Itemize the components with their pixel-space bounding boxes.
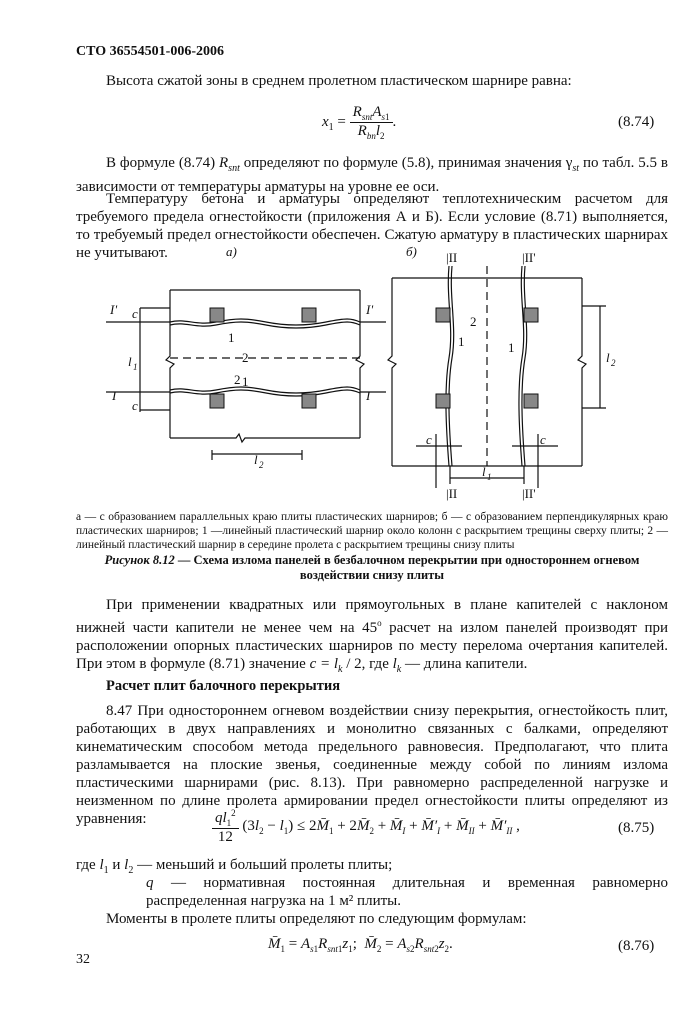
- svg-text:2: 2: [611, 358, 616, 368]
- column-a-4: [302, 394, 316, 408]
- panel-a-bottom-edge: [170, 434, 360, 442]
- definition-q: q — нормативная постоянная длительная и временная равномерно распределенная нагрузка на 1 м² плиты.: [146, 875, 668, 909]
- figure-label-a: а): [226, 244, 237, 259]
- svg-text:l: l: [128, 354, 132, 369]
- svg-text:1: 1: [458, 334, 465, 349]
- paragraph-moments: Моменты в пролете плиты определяют по следующим формулам:: [106, 911, 527, 927]
- svg-text:2: 2: [242, 350, 249, 365]
- panel-a-right-edge: [356, 290, 364, 438]
- section-title: Расчет плит балочного перекрытия: [106, 678, 341, 694]
- equation-number-8-75: (8.75): [618, 820, 655, 836]
- svg-text:|II': |II': [522, 486, 536, 501]
- column-b-3: [436, 394, 450, 408]
- svg-text:l: l: [606, 350, 610, 365]
- svg-text:|II: |II: [446, 250, 458, 265]
- column-a-2: [302, 308, 316, 322]
- svg-text:I': I': [110, 302, 118, 317]
- paragraph-8-74-explanation: В формуле (8.74) $R_{snt}$ определяют по формуле (5.8), принимая значения $\gamma_{st}$ по табл. 5.5 в зависимости от температуры арматуры на уровне ее оси.: [76, 155, 669, 195]
- svg-text:2: 2: [470, 314, 477, 329]
- equation-number-8-74: (8.74): [618, 114, 655, 130]
- equation-8-75: $\frac{ql_1^2}{12}$ $(3l_2 - l_1)$ ≤ $2M̄_1$ + $2M̄_2$ + $M̄_I$ + $M̄'_I$ + $M̄_{II}$ + $M̄'_{II}$ ,: [212, 808, 520, 846]
- paragraph-capitals: При применении квадратных или прямоугольных в плане капителей с наклоном нижней части капители не менее чем на 45$^o$ расчет на излом панелей производят при расположении опорных пластических шарниров по месту перелома очертания капителей. При этом в формуле (8.71) значение $c = l_k / 2$, где $l_k$ — длина капители.: [76, 597, 669, 675]
- svg-text:1: 1: [508, 340, 515, 355]
- svg-text:|II: |II: [446, 486, 458, 501]
- column-a-3: [210, 394, 224, 408]
- svg-text:1: 1: [133, 362, 138, 372]
- document-header: СТО 36554501-006-2006: [76, 44, 224, 59]
- figure-8-12: [76, 238, 666, 506]
- svg-text:1: 1: [487, 472, 492, 482]
- panel-a-left-edge: [166, 290, 174, 438]
- figure-title: Рисунок 8.12 — Схема излома панелей в безбалочном перекрытии при одностороннем огневом воздействии снизу плиты: [104, 553, 640, 582]
- svg-text:1: 1: [242, 374, 249, 389]
- svg-text:1: 1: [228, 330, 235, 345]
- page-number: 32: [76, 952, 90, 967]
- svg-text:I: I: [112, 388, 117, 403]
- column-b-4: [524, 394, 538, 408]
- svg-text:l: l: [482, 464, 486, 479]
- svg-text:c: c: [132, 306, 138, 321]
- figure-label-b: б): [406, 244, 417, 259]
- paragraph-temperature: Температуру бетона и арматуры определяют теплотехническим расчетом для требуемого предела огнестойкости (приложения А и Б). Если условие (8.71) выполняется, то требуемый предел огнестойкости обеспечен. Сжатую арматуру в пластических шарнирах не учитывают.: [76, 191, 668, 261]
- equation-8-74: $x_1$ = $\frac{R_{snt}A_{s1}}{R_{bn}l_2}$ .: [322, 104, 397, 141]
- svg-text:|II': |II': [522, 250, 536, 265]
- column-b-1: [436, 308, 450, 322]
- equation-number-8-76: (8.76): [618, 938, 655, 954]
- panel-b-left-edge: [388, 278, 396, 466]
- svg-text:c: c: [540, 432, 546, 447]
- figure-caption: а — с образованием параллельных краю плиты пластических шарниров; б — с образованием перпендикулярных краю пластических шарниров; 1 —линейный пластический шарнир около колонн с раскрытием трещины сверху плиты; 2 — линейный пластический шарнир в середине пролета с раскрытием трещины снизу плиты: [76, 511, 668, 551]
- svg-text:I: I: [366, 388, 371, 403]
- definition-l1-l2: где $l_1$ и $l_2$ — меньший и больший пролеты плиты;: [76, 857, 393, 876]
- paragraph-8-47: 8.47 При одностороннем огневом воздействии снизу перекрытия, огнестойкость плит, работающих в двух направлениях и монолитно связанных с балками, определяют кинематическим способом метода предельного равновесия. Предполагают, что плита разламывается на плоские звенья, соединенные между собой по линиям излома пластическими шарнирами (рис. 8.13). При равномерно распределенной нагрузке и неизменном по длине пролета армировании предел огнестойкости плиты определяют из уравнения:: [76, 703, 668, 827]
- paragraph-x1-intro: Высота сжатой зоны в среднем пролетном пластическом шарнире равна:: [106, 73, 572, 89]
- svg-text:2: 2: [234, 372, 241, 387]
- equation-8-76: $M̄_1 = A_{s1}R_{snt1}z_1$; $M̄_2 = A_{s2}R_{snt2}z_2$.: [268, 936, 453, 954]
- svg-text:l: l: [254, 452, 258, 467]
- svg-text:I': I': [366, 302, 374, 317]
- svg-text:2: 2: [259, 460, 264, 470]
- column-b-2: [524, 308, 538, 322]
- svg-text:c: c: [132, 398, 138, 413]
- svg-text:c: c: [426, 432, 432, 447]
- column-a-1: [210, 308, 224, 322]
